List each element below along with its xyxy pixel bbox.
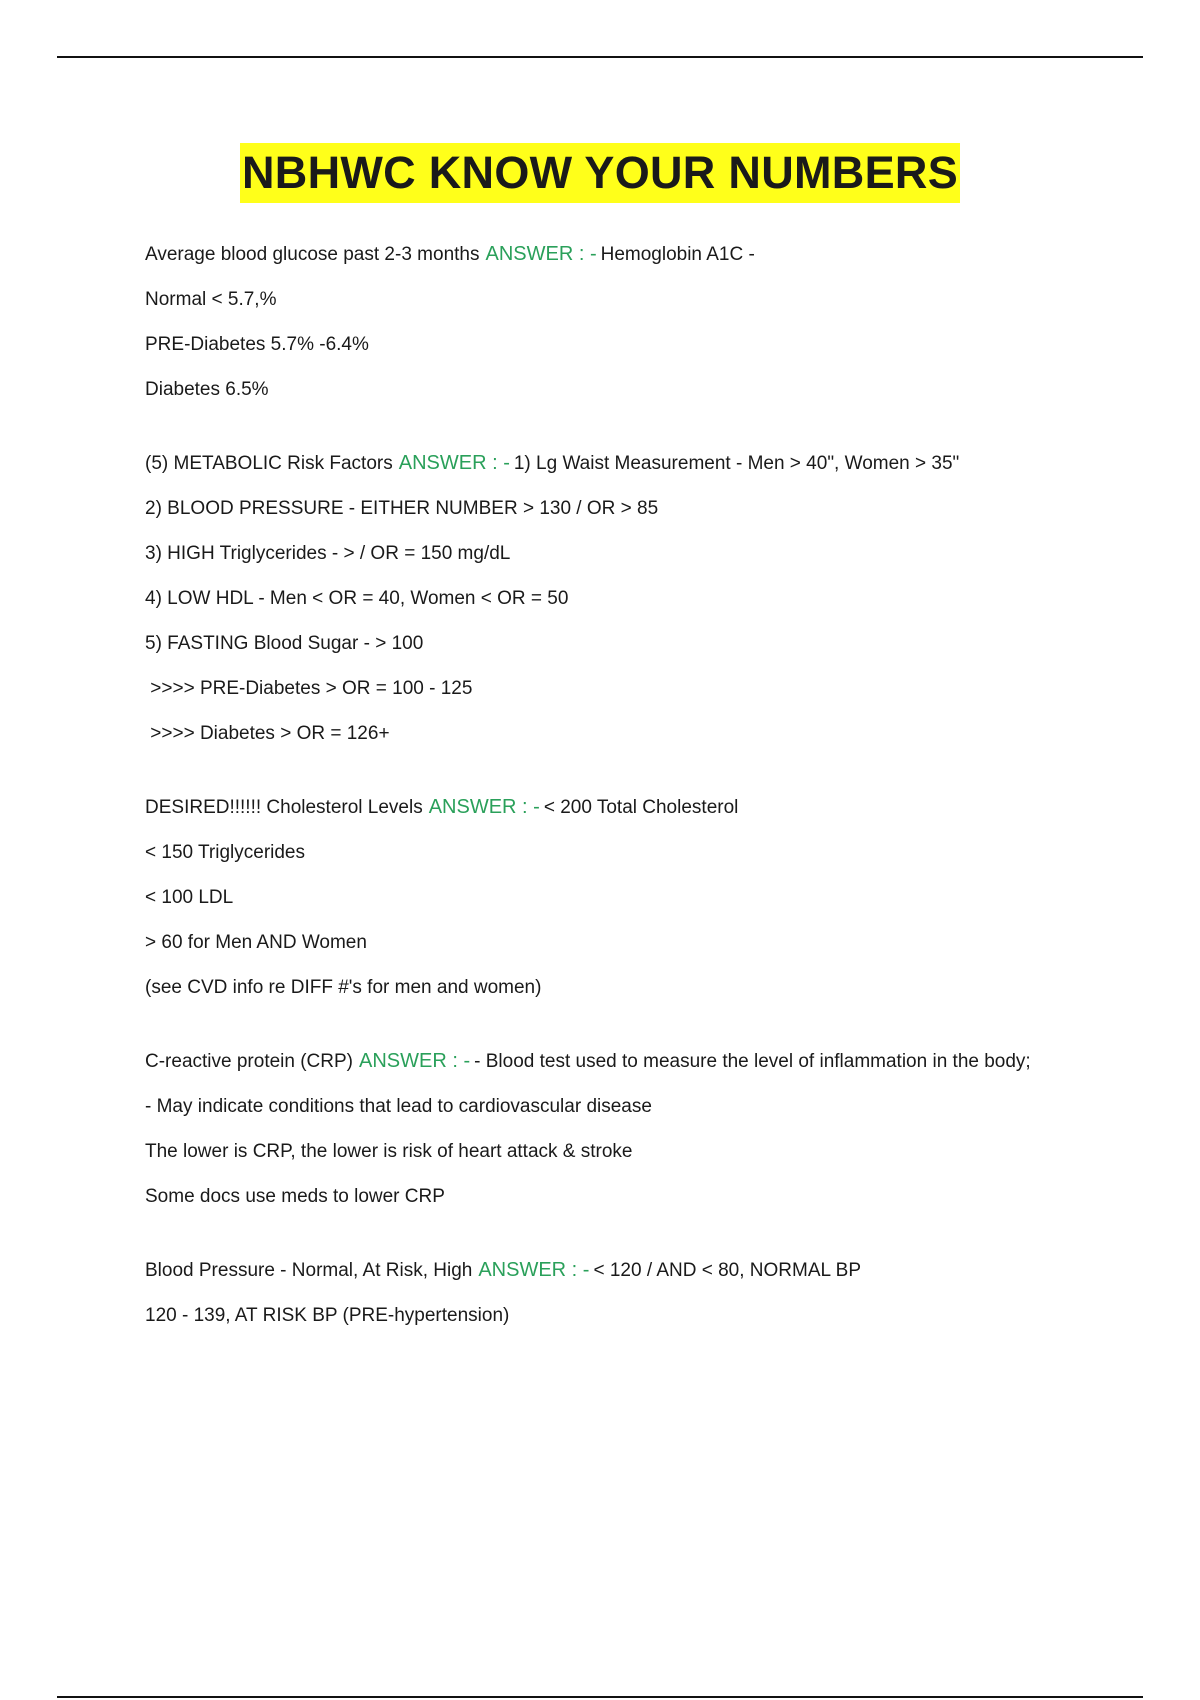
answer-line: < 100 LDL [145,887,234,908]
title-wrap [0,143,1200,203]
qa-card [145,1258,1050,1328]
question-text: Average blood glucose past 2-3 months [145,244,480,265]
answer-line: < 150 Triglycerides [145,842,305,863]
answer-line: Normal < 5.7,% [145,289,277,310]
page-title: NBHWC KNOW YOUR NUMBERS [240,143,960,203]
question-line [145,1258,1050,1283]
answer-line: 120 - 139, AT RISK BP (PRE-hypertension) [145,1305,510,1326]
answer-line: The lower is CRP, the lower is risk of heart attack & stroke [145,1141,633,1162]
question-text: C-reactive protein (CRP) [145,1051,353,1072]
question-text: Blood Pressure - Normal, At Risk, High [145,1260,473,1281]
question-line [145,1049,1050,1074]
answer-line: Some docs use meds to lower CRP [145,1186,445,1207]
answer-line: (see CVD info re DIFF #'s for men and women) [145,977,542,998]
qa-card [145,795,1050,1000]
answer-first-line: Hemoglobin A1C - [600,244,755,265]
question-line [145,242,1050,267]
qa-card [145,1049,1050,1209]
answer-line: Diabetes 6.5% [145,379,269,400]
answer-label: ANSWER : - [398,452,510,474]
answer-label: ANSWER : - [359,1050,471,1072]
answer-first-line: < 120 / AND < 80, NORMAL BP [593,1260,861,1281]
qa-card [145,242,1050,402]
answer-line: - May indicate conditions that lead to cardiovascular disease [145,1096,652,1117]
answer-line: 3) HIGH Triglycerides - > / OR = 150 mg/dL [145,543,511,564]
answer-first-line: 1) Lg Waist Measurement - Men > 40", Women > 35" [513,453,960,474]
question-text: (5) METABOLIC Risk Factors [145,453,393,474]
answer-first-line: < 200 Total Cholesterol [543,797,739,818]
answer-line: >>>> Diabetes > OR = 126+ [145,723,390,744]
answer-label: ANSWER : - [428,796,540,818]
top-rule [57,56,1143,58]
answer-line: 2) BLOOD PRESSURE - EITHER NUMBER > 130 / OR > 85 [145,498,659,519]
bottom-rule [57,1696,1143,1698]
answer-line: 4) LOW HDL - Men < OR = 40, Women < OR = 50 [145,588,569,609]
answer-line: >>>> PRE-Diabetes > OR = 100 - 125 [145,678,473,699]
answer-line: > 60 for Men AND Women [145,932,367,953]
question-line [145,795,1050,820]
question-text: DESIRED!!!!!! Cholesterol Levels [145,797,423,818]
answer-first-line: - Blood test used to measure the level of inflammation in the body; [474,1051,1031,1072]
answer-label: ANSWER : - [478,1259,590,1281]
answer-line: 5) FASTING Blood Sugar - > 100 [145,633,424,654]
document-body [145,242,1050,1377]
qa-card [145,451,1050,746]
question-line [145,451,1050,476]
answer-label: ANSWER : - [485,243,597,265]
answer-line: PRE-Diabetes 5.7% -6.4% [145,334,369,355]
